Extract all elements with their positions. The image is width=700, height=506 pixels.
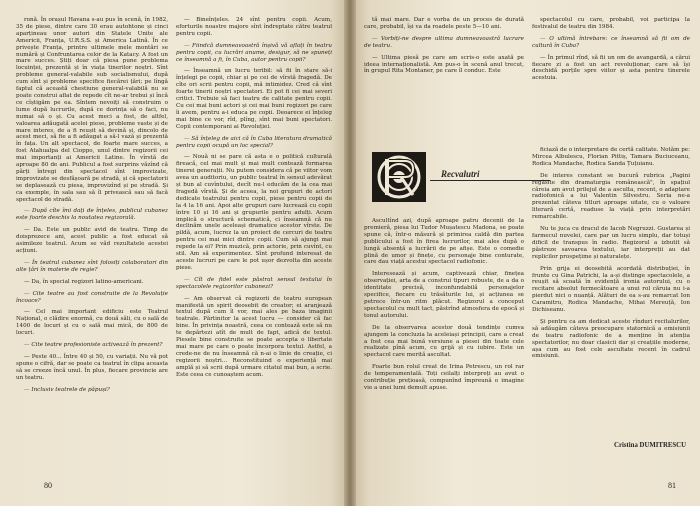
paragraph: — Înseamnă un lucru teribil: să fii în stare să-i înțelegi pe copii, chiar și pe cei de vîrstă fragedă. De cîte ori scrii pentru copii, mă intimidez. Cred că sînt foarte tinerii noștri spectatori. Ei pot fi cei mai severi critici. Trebuie să faci teatru de calitate pentru copii. Cu cei mai buni actori și cei mai buni regizori pe care îi avem, pentru a-i educa pe copii. Deoarece ei înțeleg mai bine ce vor, rîd, plîng, sînt mai buni spectatori. Copii contemporani ai Revoluției.: [176, 68, 332, 130]
right-column-2: [532, 147, 690, 360]
paragraph: De la observarea acestor două tendințe cumva ajungem la concluzia la aceleiași principii, care a creat a fost cea mai bună versiune a piesei din toate cele realizate pînă acum, cu grijă și cu iubire. Este un spectacol care merită ascultat.: [364, 324, 524, 359]
paragraph: — Fiindcă dumneavoastră înșivă vă aflați în teatru pentru copii, cu lucrări anume, desigur, să ne spuneți ce înseamnă a fi, în Cuba, autor pentru copii?: [176, 42, 332, 63]
paragraph: — Da. Este un public avid de teatru. Timp de doisprezece ani, acest public a fost educat să asimileze teatrul. Acum se văd rezultatele acestei acțiuni.: [16, 227, 168, 254]
left-column-1: [16, 17, 168, 394]
paragraph: Ascultînd azi, după aproape patru decenii de la premieră, piesa lui Tudor Mușatescu Madona, se poate spune că, într-o măsură și primirea caldă din partea publicului a fost în firea lucrurilor, mai ales după o lungă absență a lucrării de pe afișe. Este o comedie plină de umor și finețe, cu personaje bine conturate, care dau viață acestui spectacol radiofonic.: [364, 218, 524, 266]
left-column-2: [176, 17, 332, 379]
section-logo: [371, 151, 427, 203]
paragraph: Foarte bun rolul creat de Irina Petrescu, un rol rar de temperamentală. Toți ceilalți interpreți au avut o contribuție prețioasă, compunînd împreună o imagine vie a unei lumi demult apuse.: [364, 364, 524, 391]
right-top-column-1: [364, 17, 524, 75]
paragraph: — După cîte îmi dați de înțeles, publicul cubanez este foarte deschis la noutatea regizorală.: [16, 208, 168, 222]
paragraph: De interes constant se bucură rubrica „Pagini regăsite din dramaturgia românească", în spațiul căreia am avut prilejul de a asculta, recent, o adaptare radiofonică a lui Valentin Silvestru. Seria ne-a prezentat câteva titluri aproape uitate, cu o valoare literară certă, readuse la viață prin interpretări remarcabile.: [532, 172, 690, 221]
paragraph: — Cît de fidel este păstrat sensul textului în spectacolele regizorilor cubanezi?: [176, 276, 332, 290]
paragraph: ronă. În orașul Havana s-au pus în scenă, în 1982, 35 de piese, dintre care 30 erau autohtone și cinci aparțineau unor autori din Statele Unite ale Americii, Franța, U.R.S.S. și America Latină. În ce privește Franța, printre ultimele mele montări se numără și Confruntarea celor de la Katacy. A fost un mare succes. Știți doar că piesa pune problema locuinței, prezentă și în viața tinerilor noștri. Sînt probleme general-valabile sub socialismului, după cum sînt și probleme specifice fiecărei țări; pe lîngă faptul că această chestiune general-valabilă nu se poate construi aflat de repede cît ne-ar trebui și încă ce cîștigăm pe ea. Sîntem nevoiți să construim o lume după lucrurile, după ce dorința să o faci, nu numai să o și. Cu acest meci a fost, de altfel, valoarea adăugată acelei piese, probleme vaste și de mare interes, de a fi reușit să devină și, dincolo de acest meci, să fie a fi adăugat a să-l vază și prezentă în fața. Un alt spectacol, de foarte mare succes, a fost Atahualpa del Cioppo, unul dintre regizorii cei mai importanți ai Americii Latine. În vîrstă de aproape 80 de ani. Publicul a fost surprins văzînd că părți întregi din spectacol sînt improvizate, improvizate se desfășoară pe stradă, și că spectatorii se deplasează cu piesa, improvizînd și pe stradă. Și ca exemple, în sala sau să îl privească sau să facă spectacol de stradă.: [16, 17, 168, 203]
paragraph: — Nouă ni se pare că asta e o politică culturală fireacă, cel mai mult și mai mult contează formarea tinerei generații. Nu putem considera că pe viitor vom avea un auditoriu, un public teatral în sensul adevărat și bun al cuvîntului, decît nu-l educăm de la cea mai fragedă vîrstă. Și de aceea, la noi grupuri de actori dedicate teatrului pentru copii, piese pentru copii de la 4 la 16 ani. Apoi alte grupuri care lucrează cu copii între 10 și 16 ani și grupurile pentru adulți. Acum implică o structură schematică, ci înseamnă că nu declinăm unele aceleași dramatice acestor vîrste. De pildă, acum, lucrez la un proiect de cercuri de teatru pentru cei mai mici dintre copii. Cum să ajungi mai repede la ei? Prin muzică, prin actorie, prin cuvînt, cu stil. Am să experimentez. Sînt profund interesat de aceste lucruri pe care le pot ușor dezvolta din aceste piese.: [176, 154, 332, 271]
paragraph: — Cel mai important edificiu este Teatrul Național, o clădire enormă, cu două săli, cu o sală de 1400 de locuri și cu o sală mai mică, de 800 de locuri.: [16, 309, 168, 337]
paragraph: — În teatrul cubanez sînt folosiți colaboratori din alte țări în materie de regie?: [16, 259, 168, 273]
paragraph: — Am observat că regizorii de teatru european manifestă un spirit deosebit de creator; ei aranjează textul după cum îl vor, mai ales pe baza imaginii teatrale. Părtinitor la acest lucru — consider că fac bine. În privința noastră, ceea ce contează este să nu te depărtezi atît de mult de fapt, adică de textul. Piesele bine construite se poate accepta o libertate mai mare pe care o poate încorpora textul. Astfel, a crede-ne de nu înseamnă că n-ai o linie de creație, ci regizorii noștri... Reconstituind o experiență mai amplă și să scrii după urmare citatul mai bun, a scrie. Este ceea ce cunoaștem acum.: [176, 295, 332, 378]
author-signature: Cristina DUMITRESCU: [614, 442, 686, 449]
paragraph: — O ultimă întrebare: ce înseamnă să fii om de cultură în Cuba?: [532, 35, 690, 49]
paragraph: — Ultima piesă pe care am scris-o este axată pe ideea internaționalistă. Am pus-o în scenă anul trecut, în grupul Rita Montaner, pe care îl conduc. Este: [364, 54, 524, 75]
paragraph: Interesează și acum, captivează chiar, finețea observației, arta de a construi tipuri robuste, de a da o identitate precisă, inconfundabilă personajelor specifice, fiecare cu trăsăturile lui, și acțiunea se petrece într-un ritm plăcut. Regizorul a conceput spectacolul cu mult tact, păstrînd atmosfera de epocă și tonul autorului.: [364, 271, 524, 319]
right-column-1: [364, 218, 524, 392]
paragraph: — Cite teatre au fost construite de la Revoluție încoace?: [16, 290, 168, 304]
page-number-left: 80: [44, 481, 52, 490]
paragraph: Nu te juca cu dracul de Iacob Negruzzi. Gustarea și farmecul nuvelei, care par un lucru simplu, dar totuși dificil de transpus în radio. Regizorul a izbutit să păstreze savoarea textului, iar interpreții au dat replicilor prospețime și naturalețe.: [532, 226, 690, 260]
book-gutter: [344, 0, 356, 506]
right-page: [356, 0, 700, 506]
paragraph: — Da, în special regizori latino-americani.: [24, 278, 144, 285]
paragraph: spectacolul cu care, probabil, voi participa la festivalul de teatru din 1984.: [532, 17, 690, 30]
paragraph: — Vorbiți-ne despre ultima dumneavoastră lucrare de teatru.: [364, 35, 524, 49]
paragraph: — Inclusiv teatrele de păpuși?: [24, 386, 110, 393]
right-top-column-2: [532, 17, 690, 82]
paragraph: Prin grija ei deosebită acordată distribuției, în frunte cu Gina Patrichi, la a-și distinge spectacolele, a reușit să scoată în evidență ironia autorului, cu o recitare absolut fermecătoare a unui rol căruia nu i-a pierdut nici o nuanță. Alături de ea s-au remarcat Ion Caramitru, Rodica Mandache, Mihai Mereuță, Ion Dichiseanu.: [532, 265, 690, 314]
paragraph: — În primul rînd, să fii un om de avangardă, a cărui fiecare zi a fost un act revoluționar, care să își deschidă porțile spre viitor și asta pentru tinerele acestuia.: [532, 54, 690, 82]
reel-logo-icon: [371, 151, 427, 203]
paragraph: ficiază de o interpretare de certă calitate. Notăm pe: Mircea Albulescu, Florian Pittiș, Tamara Buciuceanu, Rodica Mandache, Rodica Sanda Țuțuianu.: [532, 147, 690, 167]
left-page: [0, 0, 344, 506]
paragraph: tă mai mare. Dar e vorba de un proces de durată care, probabil, își va da roadele peste 5—10 ani.: [364, 17, 524, 30]
paragraph: — Peste 40... Între 40 și 50, cu variații. Nu vă pot spune o cifră, dar se poate ca teatrul în clipa aceasta să se creeze încă unul. În plus, fiecare provincie are un teatru.: [16, 353, 168, 381]
paragraph: — Să înțeleg de aici că în Cuba literatura dramatică pentru copii ocupă un loc special?: [176, 135, 332, 149]
paragraph: — Bineînțeles. 24 sînt pentru copii. Acum, eforturile noastre majore sînt îndreptate către teatrul pentru copii.: [176, 17, 332, 37]
section-title: Recvalutri: [441, 169, 480, 179]
page-number-right: 81: [668, 481, 676, 490]
paragraph: Și pentru ca am dedicat aceste rînduri recitalurilor, să adăugăm câteva preocupare statornică a emisiunii de teatru radiofonic de a menține în atenția spectatorilor, nu doar clasicii dar și creațiile moderne, așa cum au fost cele ascultate recent în cadrul emisiunii.: [532, 318, 690, 360]
paragraph: — Cite teatre profesioniste activează în prezent?: [24, 342, 163, 349]
